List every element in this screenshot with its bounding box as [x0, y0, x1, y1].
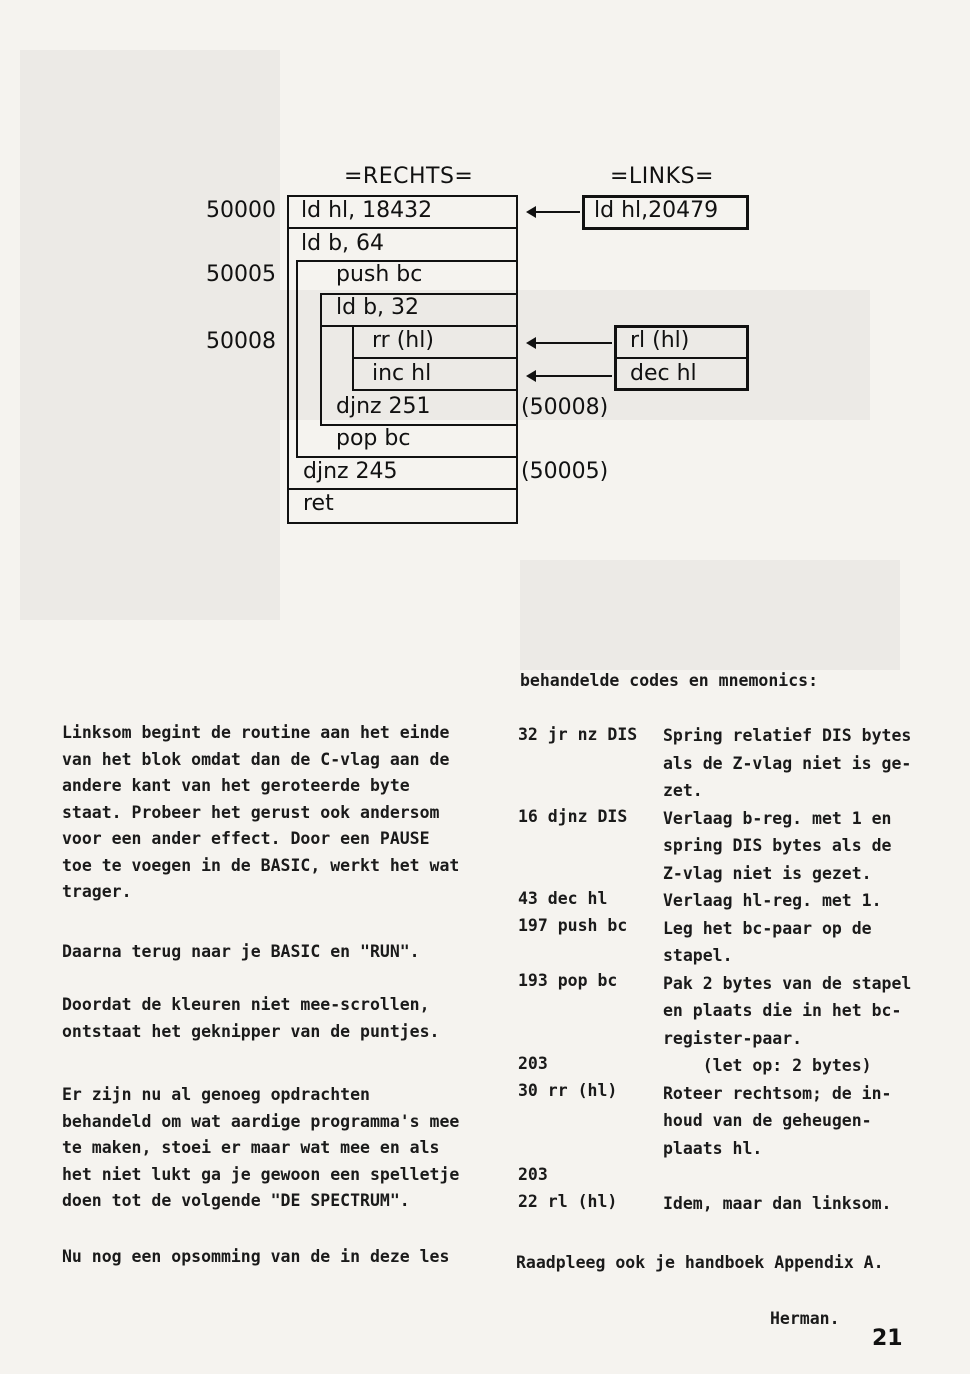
show-through-ghost: [520, 560, 900, 670]
text-line: Linksom begint de routine aan het einde: [62, 723, 450, 742]
footer-note: Raadpleeg ook je handboek Appendix A.: [516, 1253, 884, 1272]
desc-line: houd van de geheugen-: [663, 1111, 872, 1130]
address-label: 50000: [206, 198, 276, 223]
code-line: push bc: [336, 262, 423, 287]
text-line: Nu nog een opsomming van de in deze les: [62, 1247, 450, 1266]
paragraph: [62, 720, 459, 906]
desc-line: (let op: 2 bytes): [663, 1056, 872, 1075]
desc-line: stapel.: [663, 946, 733, 965]
row-divider: [352, 357, 518, 359]
text-line: trager.: [62, 882, 132, 901]
text-line: het niet lukt ga je gewoon een spelletje: [62, 1164, 460, 1184]
code-entry: 16 djnz DIS: [518, 807, 628, 826]
desc-line: register-paar.: [663, 1028, 803, 1048]
code-line: rr (hl): [372, 328, 434, 353]
code-entry: 193 pop bc: [518, 971, 618, 990]
replace-arrow: [528, 211, 580, 213]
text-line: doen tot de volgende "DE SPECTRUM".: [62, 1191, 410, 1210]
desc-line: als de Z-vlag niet is ge-: [663, 753, 912, 773]
paragraph: [62, 1082, 459, 1215]
code-line: djnz 245: [303, 459, 398, 484]
desc-line: Z-vlag niet is gezet.: [663, 863, 872, 883]
text-line: Er zijn nu al genoeg opdrachten: [62, 1085, 370, 1104]
code-line: djnz 251: [336, 394, 431, 419]
links-code-line: ld hl,20479: [594, 198, 719, 223]
desc-line: Verlaag b-reg. met 1 en: [663, 808, 892, 828]
links-code-line: dec hl: [630, 361, 697, 386]
text-line: toe te voegen in de BASIC, werkt het wat: [62, 855, 460, 875]
page-number: 21: [872, 1326, 903, 1351]
code-entry: 197 push bc: [518, 916, 628, 935]
address-label: 50008: [206, 329, 276, 354]
desc-line: Roteer rechtsom; de in-: [663, 1083, 892, 1103]
text-line: van het blok omdat dan de C-vlag aan de: [62, 749, 450, 769]
header-rechts: =RECHTS=: [344, 164, 474, 189]
code-entry: 203: [518, 1054, 548, 1073]
desc-line: zet.: [663, 781, 703, 800]
text-line: staat. Probeer het gerust ook andersom: [62, 802, 440, 822]
paragraph: [62, 939, 420, 966]
desc-line: spring DIS bytes als de: [663, 836, 892, 855]
desc-line: Spring relatief DIS bytes: [663, 726, 912, 745]
text-line: behandeld om wat aardige programma's mee: [62, 1111, 460, 1131]
desc-line: Idem, maar dan linksom.: [663, 1193, 892, 1213]
row-divider: [614, 357, 749, 359]
code-entry: 203: [518, 1165, 548, 1184]
code-line: inc hl: [372, 361, 432, 386]
paragraph: [62, 1244, 449, 1271]
jump-note: (50005): [521, 459, 609, 484]
text-line: Doordat de kleuren niet mee-scrollen,: [62, 995, 430, 1014]
code-line: ld b, 64: [301, 231, 385, 256]
code-entry: 30 rr (hl): [518, 1081, 618, 1100]
row-divider: [287, 227, 518, 229]
replace-arrow: [528, 342, 612, 344]
codes-heading: behandelde codes en mnemonics:: [520, 671, 819, 690]
code-entry: 32 jr nz DIS: [518, 725, 638, 744]
header-links: =LINKS=: [610, 164, 714, 189]
code-line: ld hl, 18432: [301, 198, 433, 223]
paragraph: [62, 992, 440, 1045]
code-line: ld b, 32: [336, 295, 420, 320]
code-line: pop bc: [336, 426, 411, 451]
row-divider: [320, 325, 518, 327]
text-line: ontstaat het geknipper van de puntjes.: [62, 1021, 440, 1041]
row-divider: [287, 488, 518, 490]
desc-line: [663, 1162, 923, 1190]
desc-line: en plaats die in het bc-: [663, 1001, 902, 1020]
links-code-line: rl (hl): [630, 328, 690, 353]
code-entry: 43 dec hl: [518, 889, 608, 908]
code-line: ret: [303, 491, 334, 516]
replace-arrow: [528, 375, 612, 377]
jump-note: (50008): [521, 395, 609, 420]
description-column: [663, 722, 923, 1217]
text-line: andere kant van het geroteerde byte: [62, 776, 410, 795]
text-line: te maken, stoei er maar wat mee en als: [62, 1138, 440, 1157]
signature: Herman.: [770, 1309, 840, 1328]
desc-line: plaats hl.: [663, 1138, 763, 1158]
address-label: 50005: [206, 262, 276, 287]
code-entry: 22 rl (hl): [518, 1192, 618, 1211]
text-line: Daarna terug naar je BASIC en "RUN".: [62, 942, 420, 961]
desc-line: Pak 2 bytes van de stapel: [663, 973, 912, 993]
desc-line: Leg het bc-paar op de: [663, 918, 872, 938]
desc-line: Verlaag hl-reg. met 1.: [663, 891, 882, 910]
text-line: voor een ander effect. Door een PAUSE: [62, 829, 430, 848]
